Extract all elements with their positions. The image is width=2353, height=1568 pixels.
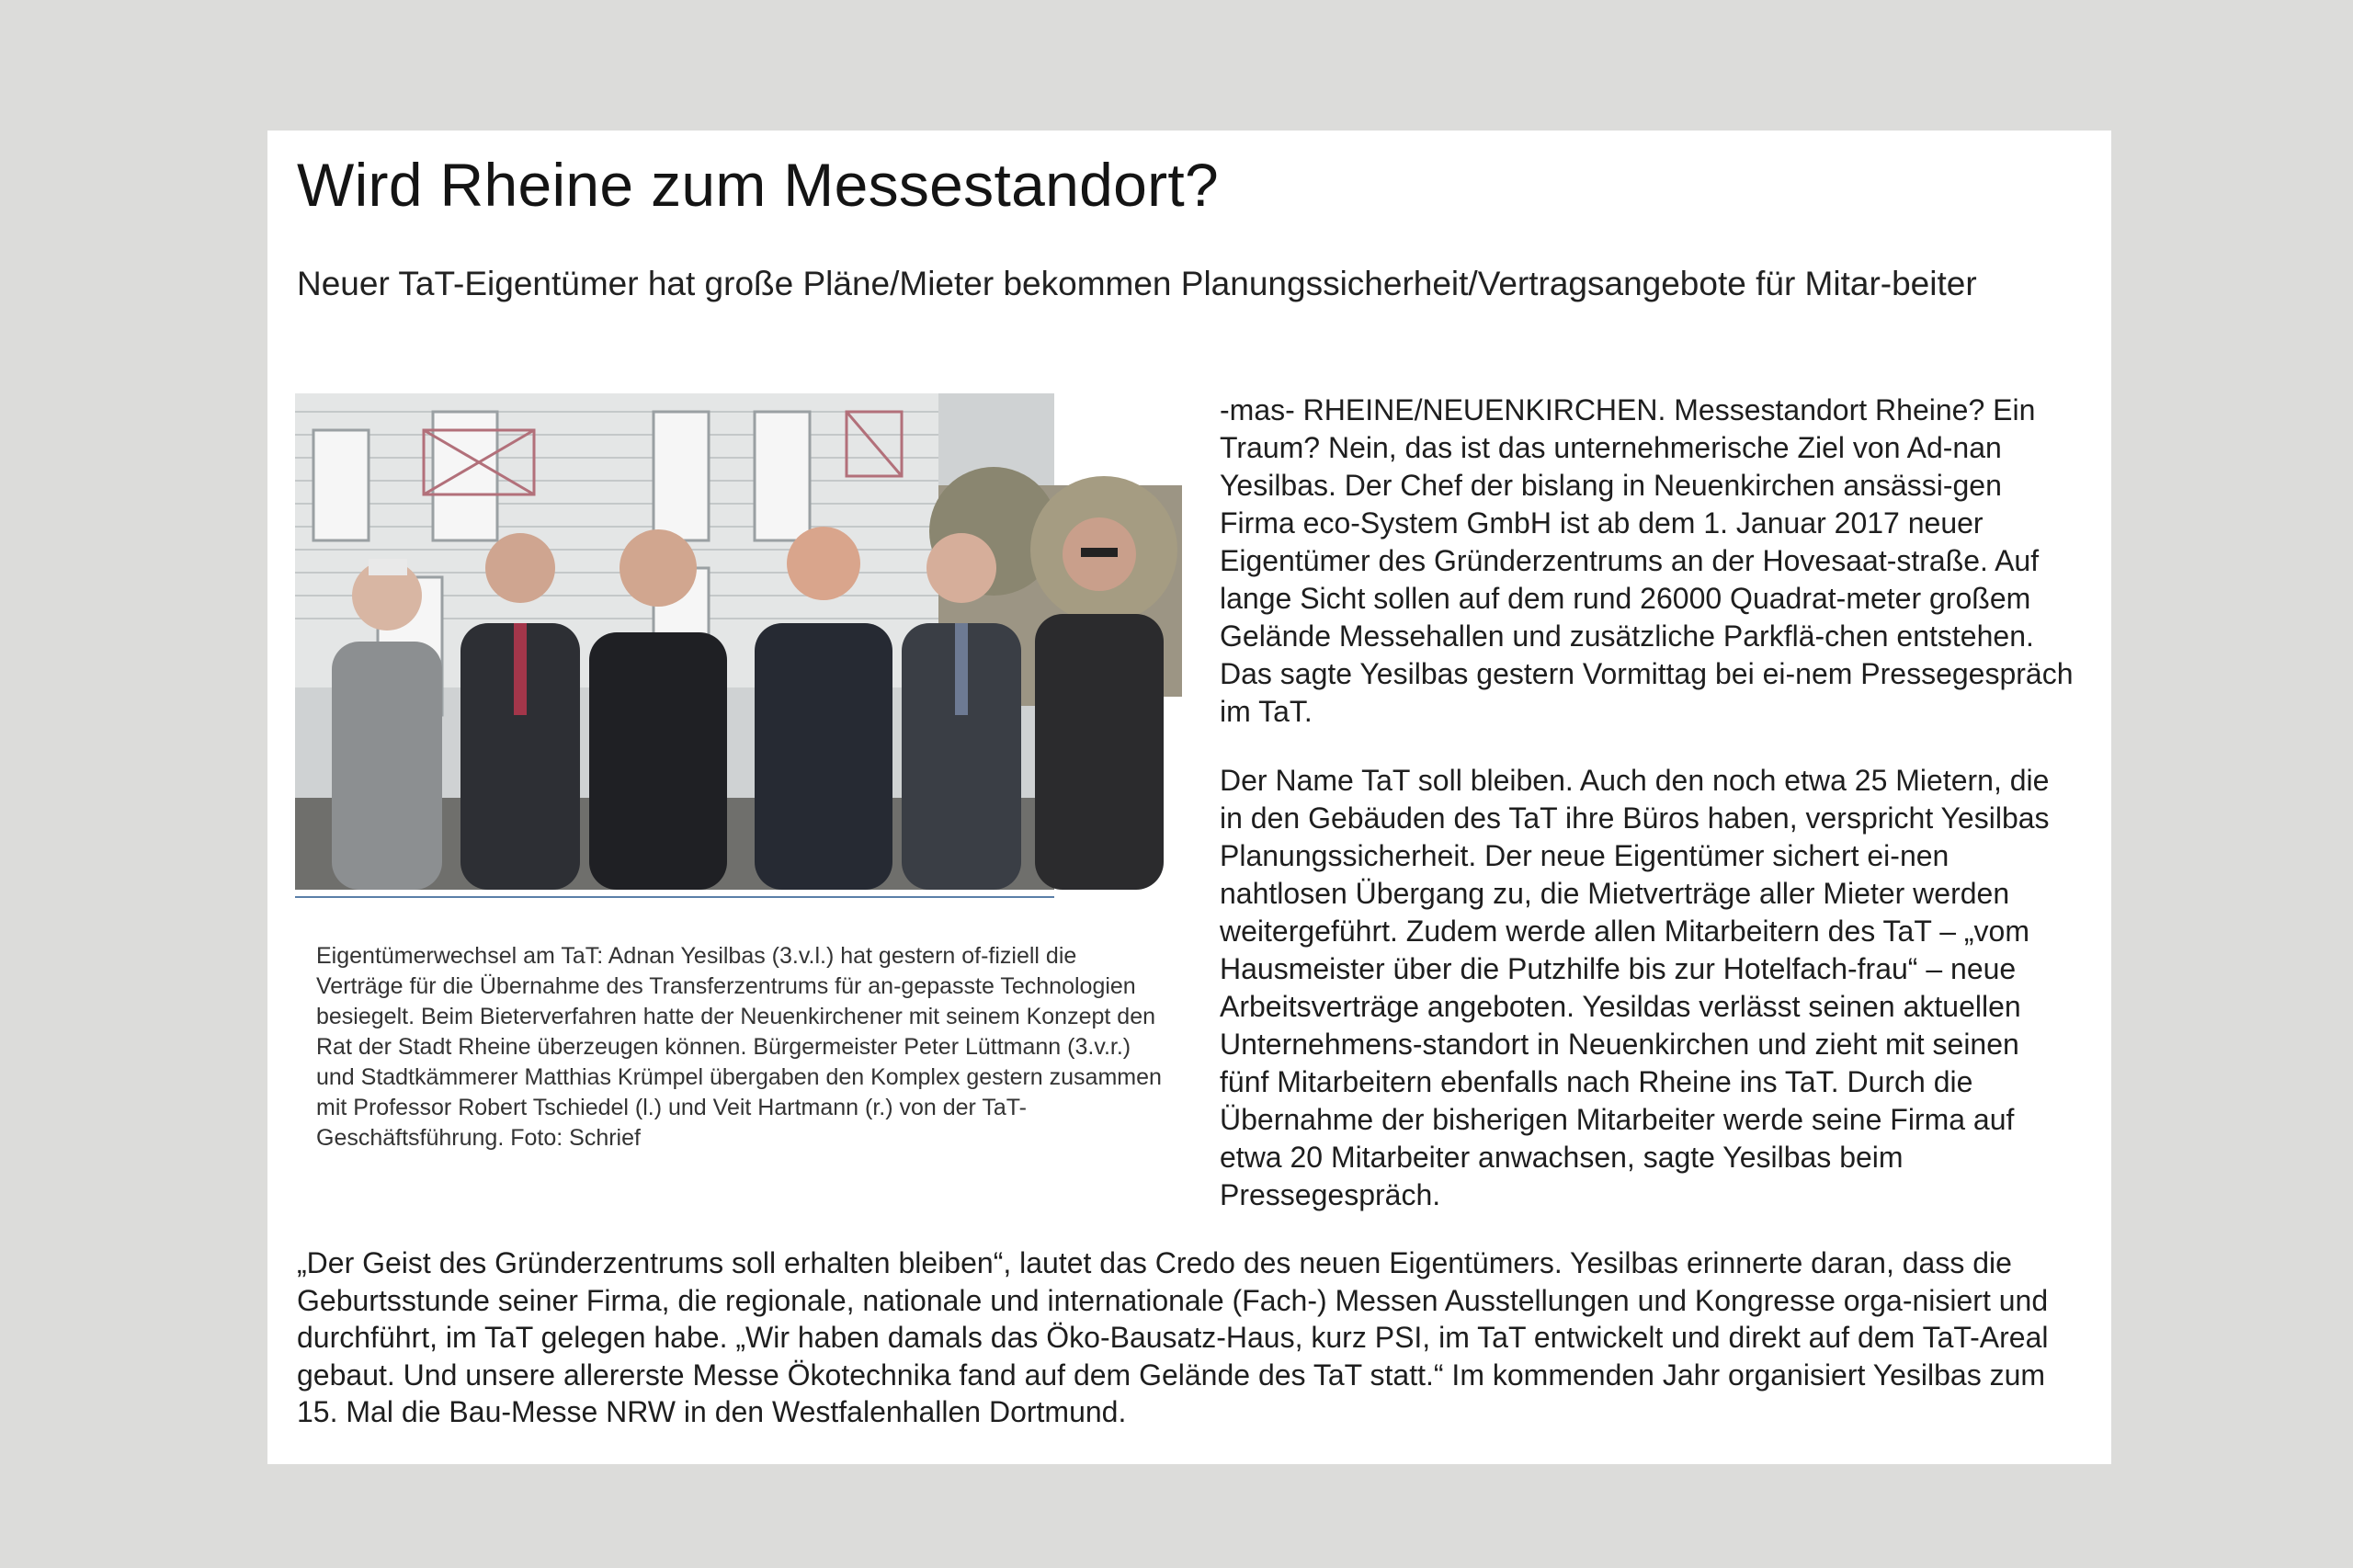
photo-divider [295, 896, 1054, 898]
photo-group-of-six-men [295, 393, 1182, 890]
photo-caption: Eigentümerwechsel am TaT: Adnan Yesilbas (3.v.l.) hat gestern of-fiziell die Verträge für die Übernahme des Transferzentrums für an-gepasste Technologien besiegelt. Beim Bieterverfahren hatte der Neuenkirchener mit seinem Konzept den Rat der Stadt Rheine überzeugen können. Bürgermeister Peter Lüttmann (3.v.r.) und Stadtkämmerer Matthias Krümpel übergaben den Komplex gestern zusammen mit Professor Robert Tschiedel (l.) und Veit Hartmann (r.) von der TaT-Geschäftsführung. Foto: Schrief [316, 943, 1162, 1151]
article-body-column [1220, 392, 2075, 1245]
article-page [267, 131, 2111, 1464]
body-paragraph-3: „Der Geist des Gründerzentrums soll erhalten bleiben“, lautet das Credo des neuen Eigentümers. Yesilbas erinnerte daran, dass die Geburtsstunde seiner Firma, die regionale, nationale und internationale (Fach-) Messen Ausstellungen und Kongresse orga-nisiert und durchführt, im TaT gelegen habe. „Wir haben damals das Öko-Bausatz-Haus, kurz PSI, im TaT entwickelt und direkt auf dem TaT-Areal gebaut. Und unsere allererste Messe Ökotechnika fand auf dem Gelände des TaT statt.“ Im kommenden Jahr organisiert Yesilbas zum 15. Mal die Bau-Messe NRW in den Westfalenhallen Dortmund. [297, 1246, 2049, 1428]
article-subhead: Neuer TaT-Eigentümer hat große Pläne/Mieter bekommen Planungssicherheit/Vertragsangebote für Mitar-beiter [297, 265, 1977, 302]
body-paragraph-1: -mas- RHEINE/NEUENKIRCHEN. Messestandort Rheine? Ein Traum? Nein, das ist das unternehmerische Ziel von Ad-nan Yesilbas. Der Chef der bislang in Neuenkirchen ansässi-gen Firma eco-System GmbH ist ab dem 1. Januar 2017 neuer Eigentümer des Gründerzentrums an der Hovesaat-straße. Auf lange Sicht sollen auf dem rund 26000 Quadrat-meter großem Gelände Messehallen und zusätzliche Parkflä-chen entstehen. Das sagte Yesilbas gestern Vormittag bei ei-nem Pressegespräch im TaT. [1220, 393, 2074, 728]
body-paragraph-2: Der Name TaT soll bleiben. Auch den noch etwa 25 Mietern, die in den Gebäuden des TaT ihre Büros haben, verspricht Yesilbas Planungssicherheit. Der neue Eigentümer sichert ei-nen nahtlosen Übergang zu, die Mietverträge aller Mieter werden weitergeführt. Zudem werde allen Mitarbeitern des TaT – „vom Hausmeister über die Putzhilfe bis zur Hotelfach-frau“ – neue Arbeitsverträge angeboten. Yesildas verlässt seinen aktuellen Unternehmens-standort in Neuenkirchen und zieht mit seinen fünf Mitarbeitern ebenfalls nach Rheine ins TaT. Durch die Übernahme der bisherigen Mitarbeiter werde seine Firma auf etwa 20 Mitarbeiter anwachsen, sagte Yesilbas beim Pressegespräch. [1220, 764, 2050, 1211]
article-photo [295, 393, 1182, 890]
article-headline: Wird Rheine zum Messestandort? [297, 151, 1220, 219]
